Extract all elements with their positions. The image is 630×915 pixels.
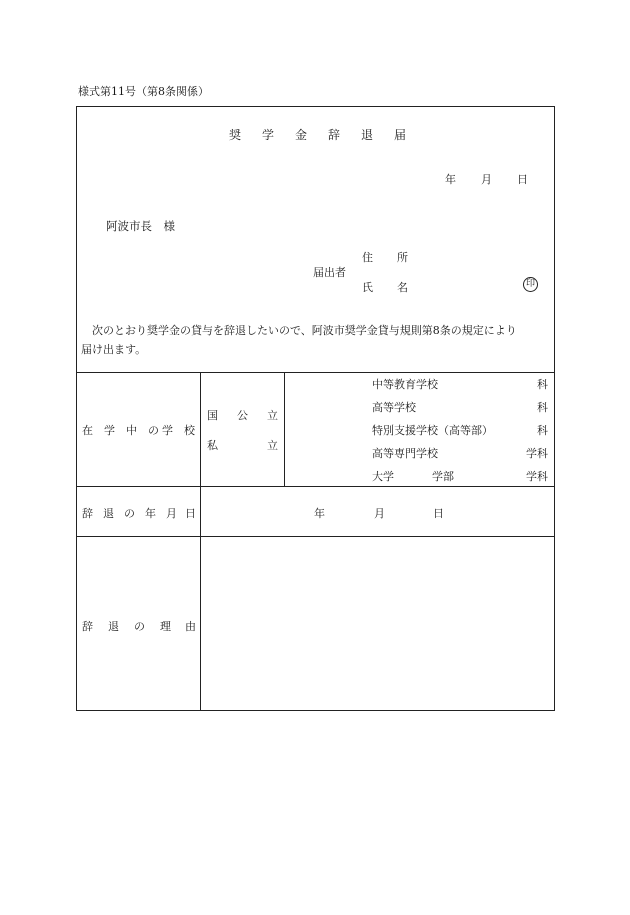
title-char: 辞 [328, 128, 341, 142]
school-header-char: 学 [162, 424, 173, 437]
school-name: 高等学校 [372, 401, 416, 414]
addressee: 阿波市長 様 [106, 219, 175, 233]
divider-date [76, 486, 555, 487]
applicant-label: 届出者 [313, 266, 346, 279]
school-suffix: 学科 [526, 447, 548, 460]
school-header-char: の [148, 424, 159, 437]
withdraw-header-char: 日 [185, 507, 196, 520]
school-suffix: 科 [537, 378, 548, 391]
withdraw-header-char: 辞 [82, 507, 93, 520]
title-char: 届 [394, 128, 407, 142]
withdraw-header-char: 退 [103, 507, 114, 520]
school-name: 高等専門学校 [372, 447, 438, 460]
reason-input-area[interactable] [202, 538, 553, 709]
school-header-char: 中 [126, 424, 137, 437]
school-header-char: 学 [104, 424, 115, 437]
statement-line-1: 次のとおり奨学金の貸与を辞退したいので、阿波市奨学金貸与規則第8条の規定により [92, 324, 517, 337]
title-char: 奨 [229, 128, 242, 142]
school-suffix: 科 [537, 424, 548, 437]
reason-header-char: 辞 [82, 620, 93, 633]
divider-reason [76, 536, 555, 537]
withdraw-month-label: 月 [374, 507, 385, 520]
school-name: 中等教育学校 [372, 378, 438, 391]
form-number-label: 様式第11号（第8条関係） [78, 85, 209, 98]
date-day-label: 日 [517, 173, 528, 186]
statement-line-2: 届け出ます。 [81, 343, 147, 356]
name-label-char: 名 [397, 281, 408, 294]
reason-header-char: 退 [108, 620, 119, 633]
school-sub: 学部 [432, 470, 454, 483]
school-header-char: 校 [184, 424, 195, 437]
reason-header-char: 由 [185, 620, 196, 633]
name-label-char: 氏 [362, 281, 373, 294]
withdraw-header-char: 月 [166, 507, 177, 520]
reason-header-char: 理 [160, 620, 171, 633]
type-national-char: 立 [267, 409, 278, 422]
type-private-char: 私 [207, 439, 218, 452]
withdraw-header-char: の [124, 507, 135, 520]
withdraw-year-label: 年 [314, 507, 325, 520]
type-national-char: 公 [237, 409, 248, 422]
seal-mark-icon: 印 [523, 277, 538, 292]
school-suffix: 科 [537, 401, 548, 414]
type-private-char: 立 [267, 439, 278, 452]
address-label-char: 住 [362, 251, 373, 264]
divider-type-column [284, 372, 285, 486]
withdraw-header-char: 年 [145, 507, 156, 520]
title-char: 学 [262, 128, 275, 142]
divider-school [76, 372, 555, 373]
type-national-char: 国 [207, 409, 218, 422]
divider-header-column [200, 372, 201, 711]
school-suffix: 学科 [526, 470, 548, 483]
date-month-label: 月 [481, 173, 492, 186]
title-char: 金 [295, 128, 308, 142]
reason-header-char: の [134, 620, 145, 633]
date-year-label: 年 [445, 173, 456, 186]
school-header-char: 在 [82, 424, 93, 437]
school-name: 大学 [372, 470, 394, 483]
title-char: 退 [361, 128, 374, 142]
address-label-char: 所 [397, 251, 408, 264]
school-name: 特別支援学校（高等部） [372, 424, 493, 437]
withdraw-day-label: 日 [433, 507, 444, 520]
